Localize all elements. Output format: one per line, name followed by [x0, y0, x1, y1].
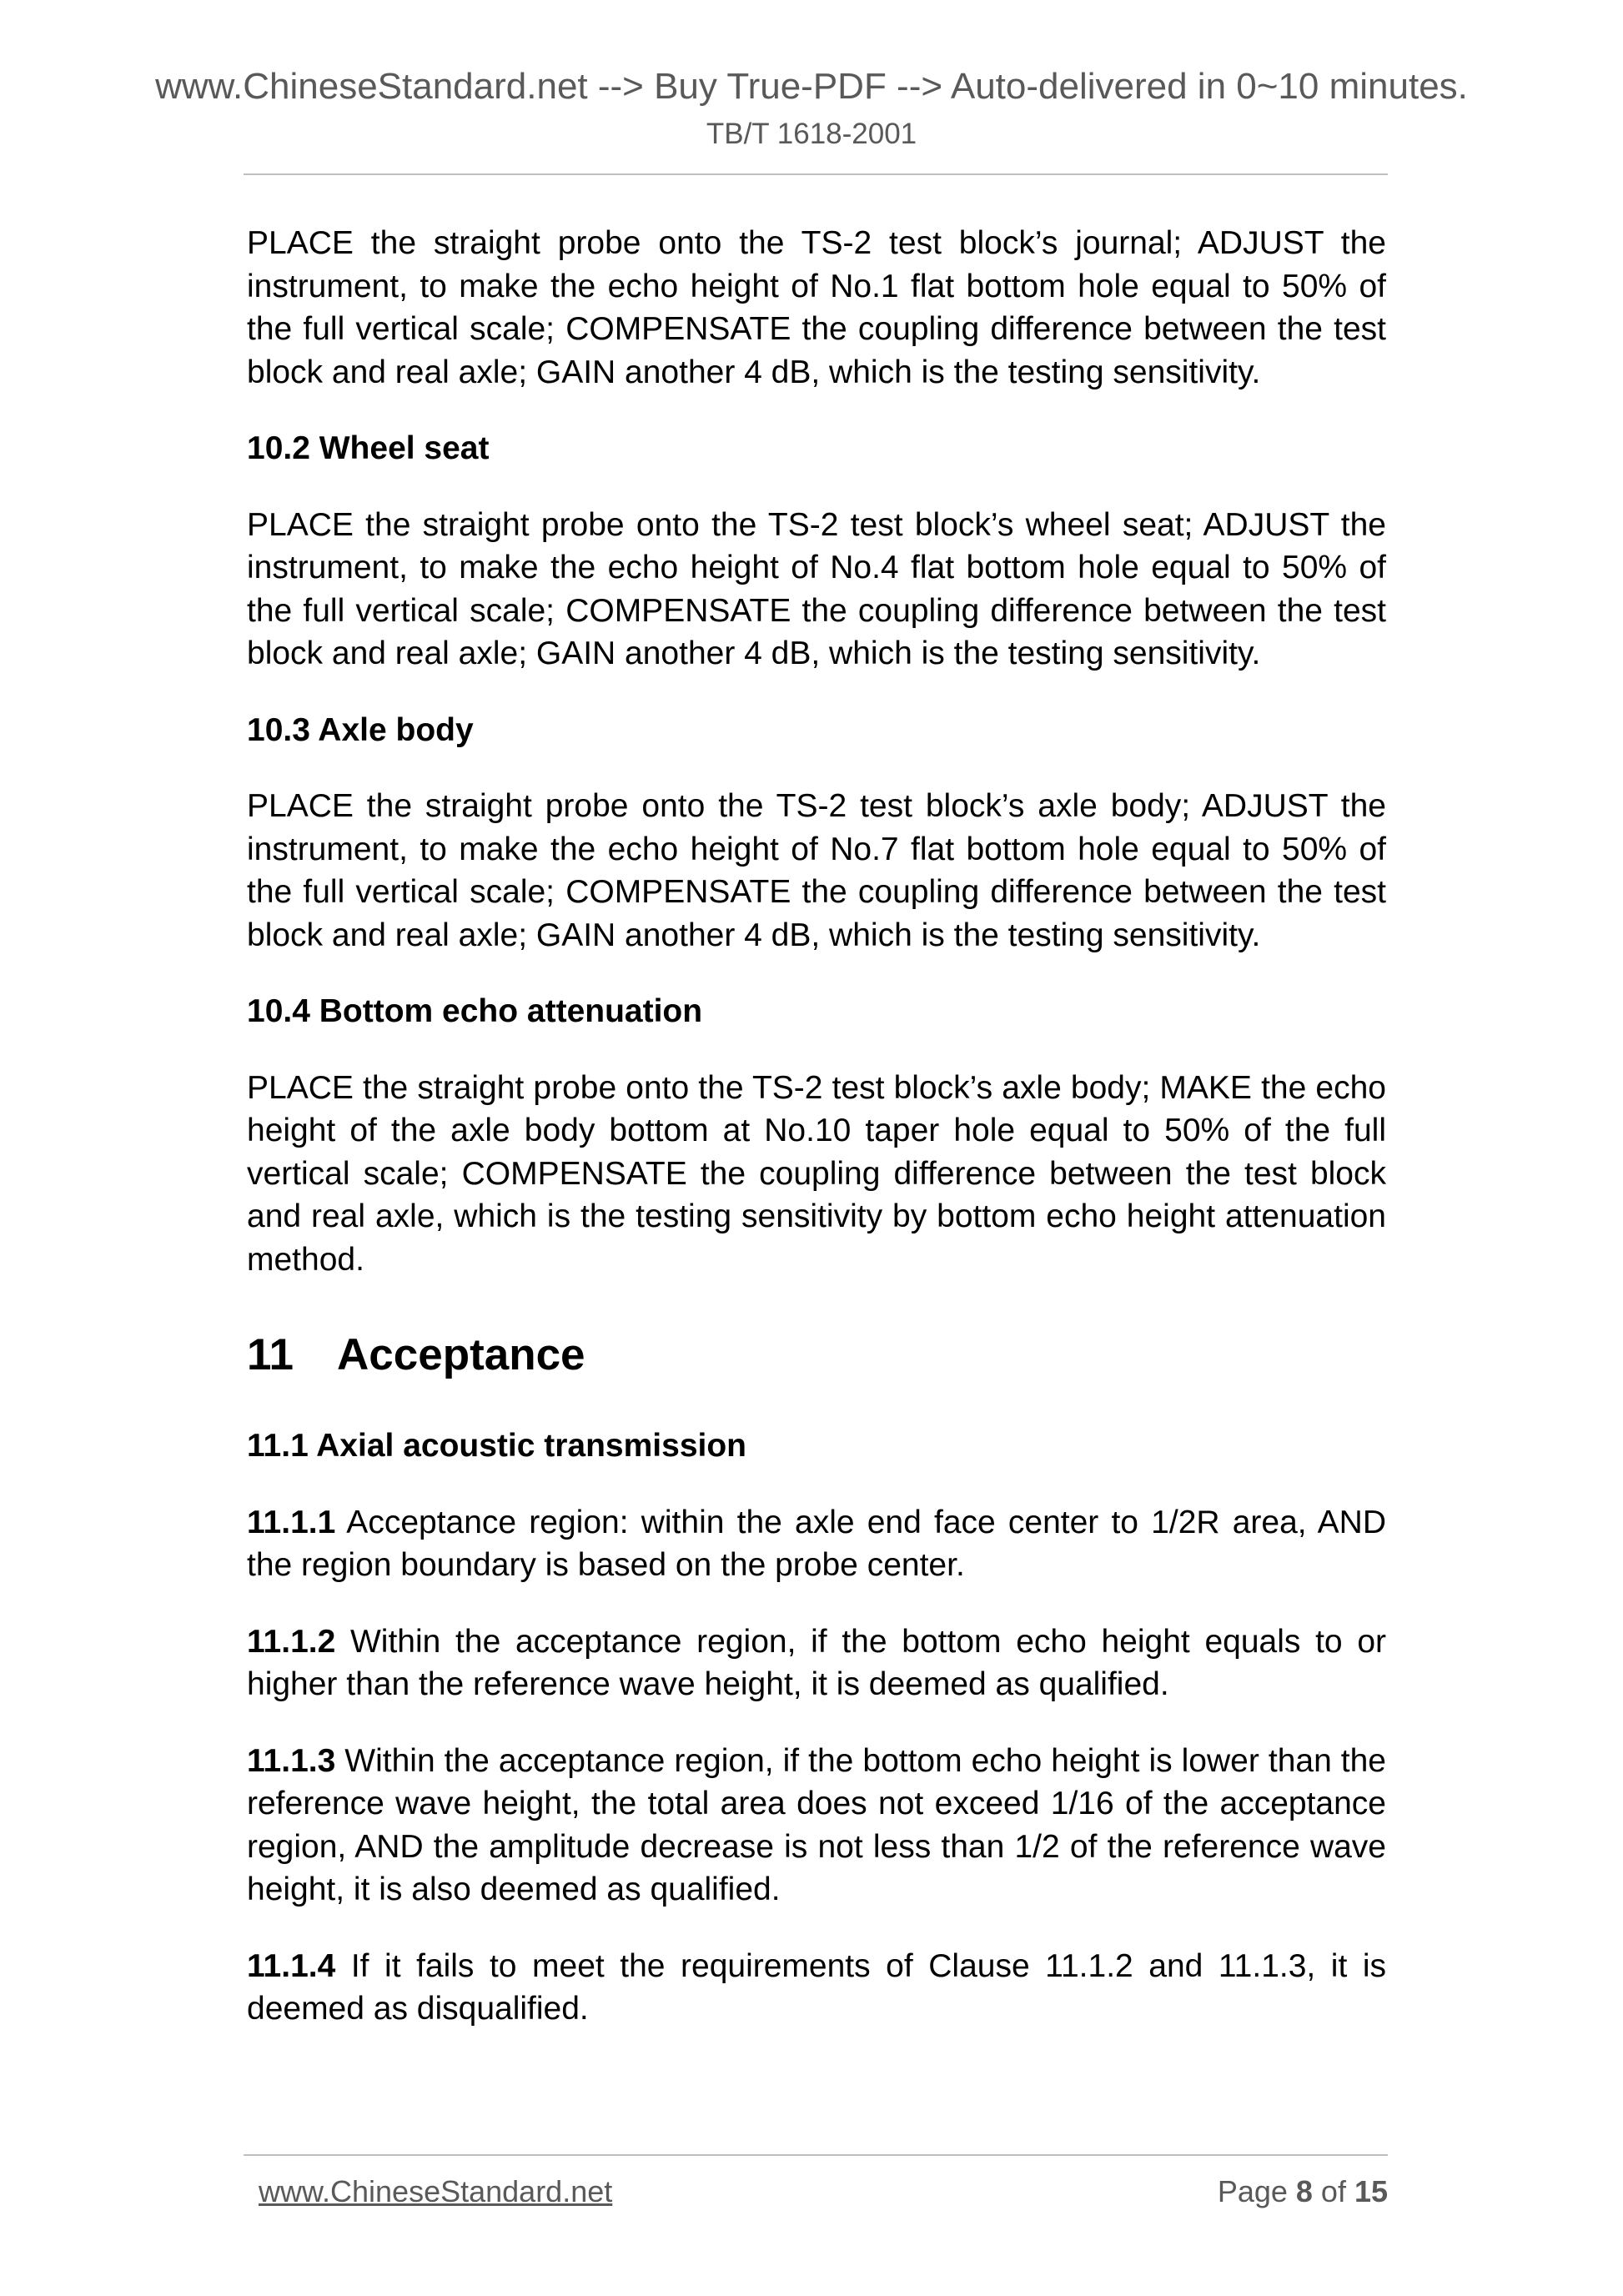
- heading-10-2: 10.2 Wheel seat: [247, 430, 490, 466]
- paragraph-journal: PLACE the straight probe onto the TS-2 test block’s journal; ADJUST the instrument, to make the echo height of No.1 flat bottom hole equal to 50% of the full vertical scale; COMPENSATE the coupling difference between the test block and real axle; GAIN another 4 dB, which is the testing sensitivity.: [247, 225, 1386, 390]
- clause-text: Within the acceptance region, if the bottom echo height equals to or higher than the reference wave height, it is deemed as qualified.: [247, 1623, 1386, 1702]
- document-body: [247, 222, 1386, 2064]
- clause-11-1-3: [247, 1740, 1386, 1912]
- page-indicator: [1218, 2173, 1388, 2210]
- paragraph-10-4: PLACE the straight probe onto the TS-2 test block’s axle body; MAKE the echo height of the axle body bottom at No.10 taper hole equal to 50% of the full vertical scale; COMPENSATE the coupling difference between the test block and real axle, which is the testing sensitivity by bottom echo height attenuation method.: [247, 1069, 1386, 1278]
- clause-text: If it fails to meet the requirements of Clause 11.1.2 and 11.1.3, it is deemed as disqualified.: [247, 1947, 1386, 2027]
- page-prefix: Page: [1217, 2174, 1296, 2208]
- header-banner: www.ChineseStandard.net --> Buy True-PDF --> Auto-delivered in 0~10 minutes.: [155, 66, 1468, 107]
- clause-11-1-1: [247, 1501, 1386, 1587]
- clause-11-1-4: [247, 1945, 1386, 2031]
- standard-number: TB/T 1618-2001: [706, 118, 917, 150]
- clause-number: 11.1.3: [247, 1742, 336, 1779]
- chapter-11-heading: [247, 1329, 1386, 1381]
- clause-number: 11.1.4: [247, 1947, 336, 1984]
- page-current: 8: [1295, 2174, 1313, 2208]
- heading-10-3: 10.3 Axle body: [247, 711, 474, 748]
- heading-10-4: 10.4 Bottom echo attenuation: [247, 993, 703, 1029]
- clause-number: 11.1.1: [247, 1504, 336, 1540]
- footer-divider: [244, 2154, 1388, 2156]
- page-of: of: [1312, 2174, 1354, 2208]
- chapter-number: 11: [247, 1330, 294, 1379]
- paragraph-10-3: PLACE the straight probe onto the TS-2 test block’s axle body; ADJUST the instrument, to make the echo height of No.7 flat bottom hole equal to 50% of the full vertical scale; COMPENSATE the coupling difference between the test block and real axle; GAIN another 4 dB, which is the testing sensitivity.: [247, 788, 1386, 953]
- chapter-title: Acceptance: [337, 1330, 585, 1379]
- paragraph-10-2: PLACE the straight probe onto the TS-2 test block’s wheel seat; ADJUST the instrument, to make the echo height of No.4 flat bottom hole equal to 50% of the full vertical scale; COMPENSATE the coupling difference between the test block and real axle; GAIN another 4 dB, which is the testing sensitivity.: [247, 506, 1386, 671]
- page-total: 15: [1354, 2174, 1388, 2208]
- clause-text: Acceptance region: within the axle end face center to 1/2R area, AND the region boundary is based on the probe center.: [247, 1504, 1386, 1583]
- clause-number: 11.1.2: [247, 1623, 336, 1660]
- heading-11-1: 11.1 Axial acoustic transmission: [247, 1428, 746, 1464]
- footer-website-link[interactable]: www.ChineseStandard.net: [259, 2174, 613, 2208]
- clause-text: Within the acceptance region, if the bottom echo height is lower than the reference wave height, the total area does not exceed 1/16 of the acceptance region, AND the amplitude decrease is not less than 1/2 of the reference wave height, it is also deemed as qualified.: [247, 1742, 1386, 1907]
- header-divider: [244, 173, 1388, 175]
- clause-11-1-2: [247, 1620, 1386, 1706]
